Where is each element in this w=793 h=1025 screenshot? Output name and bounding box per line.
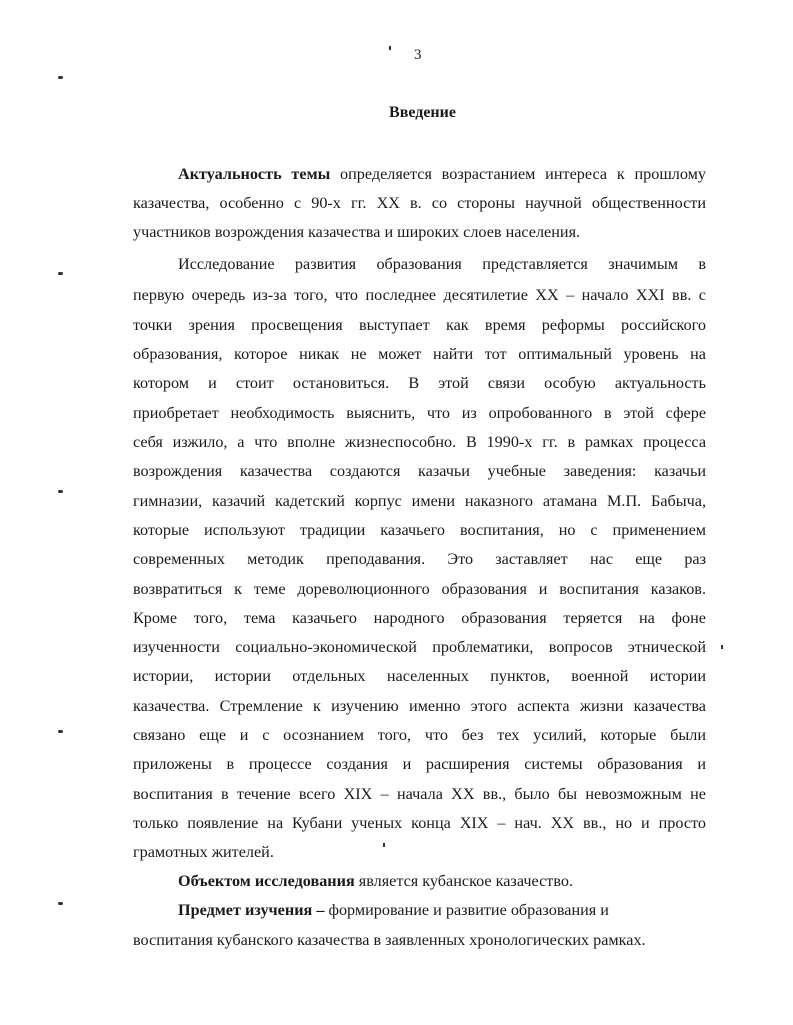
line-text: изученности социально-экономической проблематики, вопросов этнической [133, 638, 706, 656]
text-line [133, 520, 706, 540]
text-line [133, 784, 706, 804]
line-text: приобретает необходимость выяснить, что из опробованного в этой сфере [133, 404, 706, 422]
text-line [133, 696, 706, 716]
page-title: Введение [389, 104, 456, 121]
scan-speck [389, 46, 391, 50]
scan-mark [58, 272, 63, 275]
text-line [133, 461, 706, 481]
text-line [133, 315, 706, 335]
line-text: возвратиться к теме дореволюционного образования и воспитания казаков. [133, 580, 706, 598]
text-line [133, 222, 580, 242]
text-line [133, 637, 706, 657]
line-text: грамотных жителей. [133, 843, 274, 861]
text-line [178, 254, 706, 274]
page-number: 3 [414, 47, 422, 63]
bold-term: Объектом исследования [178, 872, 355, 890]
text-line [133, 491, 706, 511]
bold-term: Актуальность темы [178, 165, 331, 183]
line-text: истории, истории отдельных населенных пунктов, военной истории [133, 667, 706, 685]
line-text: гимназии, казачий кадетский корпус имени наказного атамана М.П. Бабыча, [133, 492, 706, 510]
text-line [133, 725, 706, 745]
line-text: себя изжило, а что вполне жизнеспособно. В 1990-х гг. в рамках процесса [133, 433, 706, 451]
scan-speck [383, 843, 385, 847]
scan-mark [58, 490, 63, 493]
line-text: Исследование развития образования представляется значимым в [178, 255, 706, 273]
text-line [133, 842, 274, 862]
text-line [133, 666, 706, 686]
text-line [133, 608, 706, 628]
line-text: определяется возрастанием интереса к прошлому [330, 165, 706, 183]
text-line [133, 930, 646, 950]
line-text: возрождения казачества создаются казачьи учебные заведения: казачьи [133, 462, 706, 480]
line-text: котором и стоит остановиться. В этой связи особую актуальность [133, 374, 706, 392]
scan-mark [58, 730, 63, 733]
text-line [133, 549, 706, 569]
line-text: участников возрождения казачества и широких слоев населения. [133, 223, 581, 241]
line-text: связано еще и с осознанием того, что без тех усилий, которые были [133, 726, 706, 744]
line-text: воспитания в течение всего XIX – начала XX вв., было бы невозможным не [133, 785, 706, 803]
line-text: только появление на Кубани ученых конца XIX – нач. XX вв., но и просто [133, 814, 706, 832]
text-line [133, 813, 706, 833]
scan-mark [58, 902, 63, 905]
line-text: приложены в процессе создания и расширения системы образования и [133, 755, 706, 773]
line-text: воспитания кубанского казачества в заявленных хронологических рамках. [133, 931, 646, 949]
line-text: казачества. Стремление к изучению именно этого аспекта жизни казачества [133, 697, 706, 715]
text-line [133, 403, 706, 423]
text-line [133, 344, 706, 364]
text-line [133, 754, 706, 774]
text-line [178, 900, 609, 920]
line-text: является кубанское казачество. [354, 872, 574, 890]
line-text: казачества, особенно с 90-х гг. XX в. со стороны научной общественности [133, 194, 706, 212]
line-text: которые используют традиции казачьего воспитания, но с применением [133, 521, 706, 539]
scan-mark [58, 76, 63, 79]
line-text: точки зрения просвещения выступает как время реформы российского [133, 316, 706, 334]
text-line [133, 579, 706, 599]
line-text: образования, которое никак не может найти тот оптимальный уровень на [133, 345, 706, 363]
line-text: современных методик преподавания. Это заставляет нас еще раз [133, 550, 706, 568]
scan-speck [721, 645, 723, 649]
text-line [178, 164, 706, 184]
text-line [178, 871, 573, 891]
text-line [133, 285, 706, 305]
line-text: первую очередь из-за того, что последнее десятилетие XX – начало XXI вв. с [133, 286, 706, 304]
text-line [133, 432, 706, 452]
text-line [133, 373, 706, 393]
text-line [133, 193, 706, 213]
line-text: формирование и развитие образования и [324, 901, 609, 919]
line-text: Кроме того, тема казачьего народного образования теряется на фоне [133, 609, 706, 627]
bold-term: Предмет изучения – [178, 901, 325, 919]
